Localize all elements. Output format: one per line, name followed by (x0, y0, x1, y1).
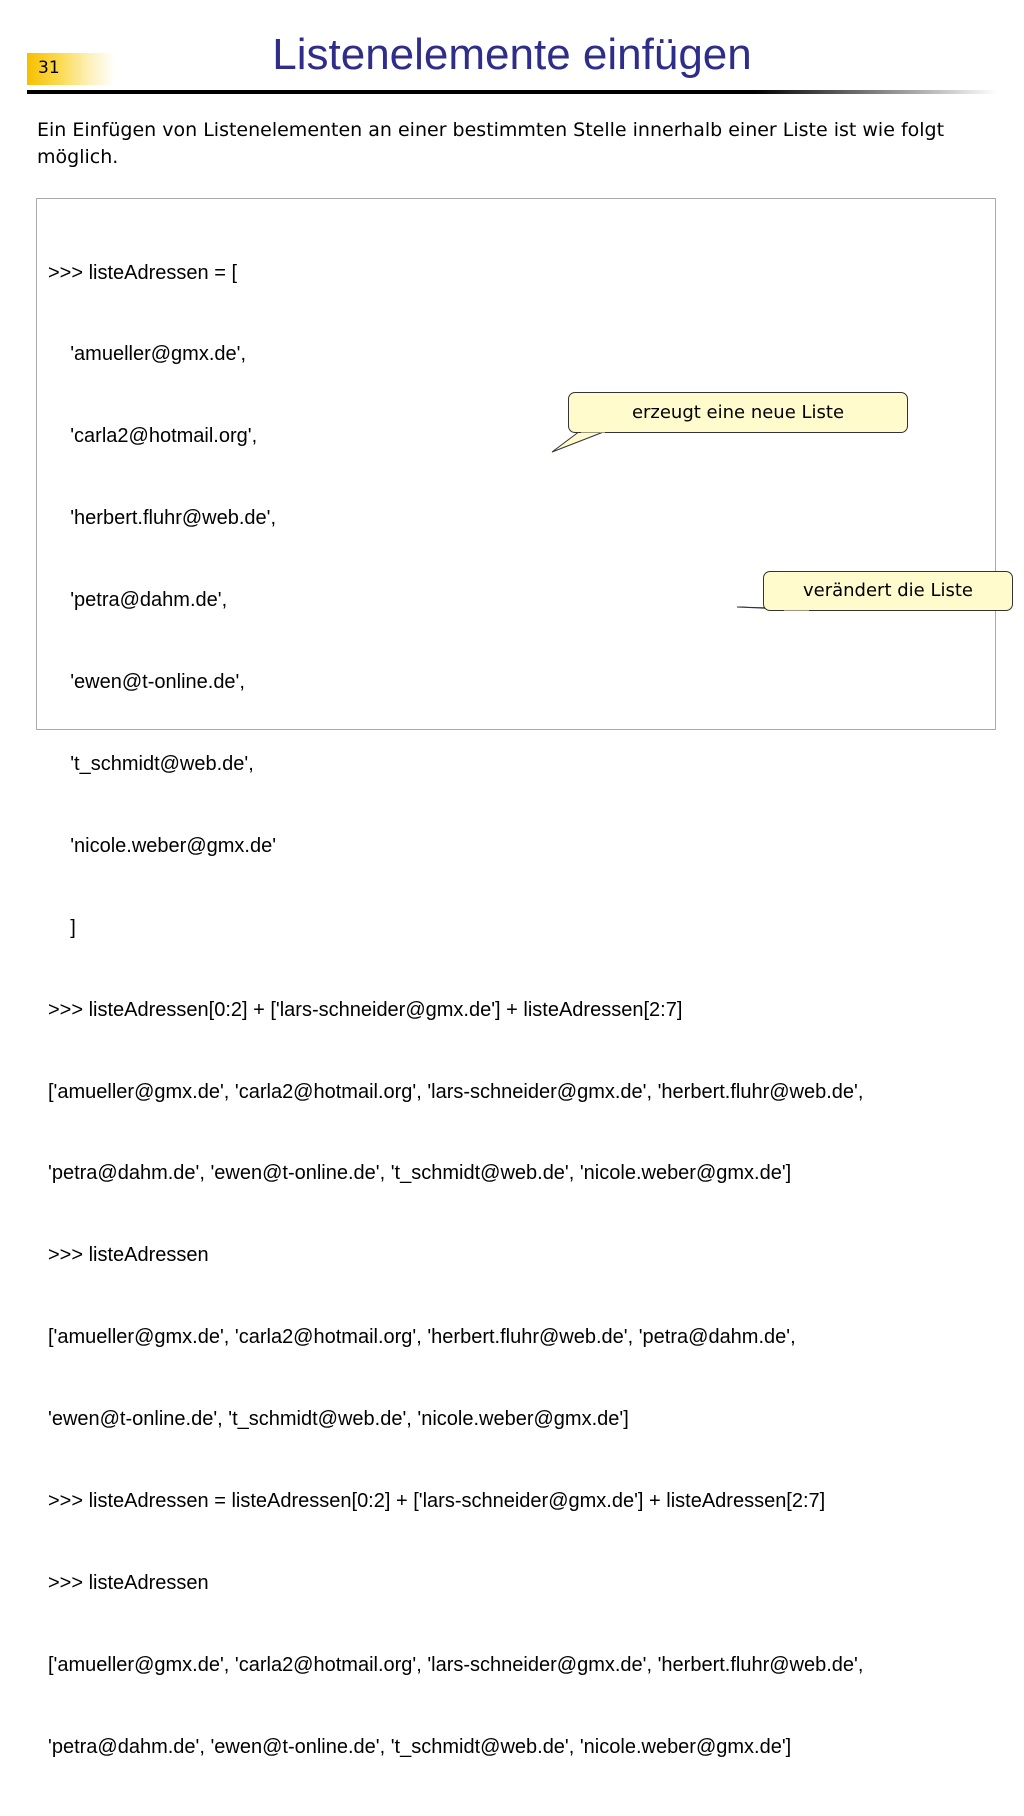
intro-text: Ein Einfügen von Listenelementen an einer bestimmten Stelle innerhalb einer Liste ist wie folgt möglich. (37, 119, 945, 168)
title-divider (27, 90, 997, 94)
code-line: 't_schmidt@web.de', (48, 752, 254, 775)
slide-title: Listenelemente einfügen (272, 30, 752, 79)
code-line: 'carla2@hotmail.org', (48, 425, 258, 448)
code-line: 'ewen@t-online.de', 't_schmidt@web.de', 'nicole.weber@gmx.de'] (48, 1408, 629, 1431)
code-line: ['amueller@gmx.de', 'carla2@hotmail.org', 'herbert.fluhr@web.de', 'petra@dahm.de', (48, 1326, 796, 1349)
code-line: 'amueller@gmx.de', (48, 343, 247, 366)
code-line: 'herbert.fluhr@web.de', (48, 507, 277, 530)
slide-number: 31 (38, 58, 60, 78)
code-line: ] (48, 916, 76, 939)
code-lines (48, 205, 863, 1816)
code-line: >>> listeAdressen (48, 1571, 209, 1594)
code-line: >>> listeAdressen = listeAdressen[0:2] + ['lars-schneider@gmx.de'] + listeAdressen[2:7] (48, 1489, 826, 1512)
callout-new-list: erzeugt eine neue Liste (568, 392, 908, 433)
code-line: >>> listeAdressen = [ (48, 261, 238, 284)
callout-changes-list: verändert die Liste (763, 571, 1013, 611)
code-line: >>> listeAdressen[0:2] + ['lars-schneider@gmx.de'] + listeAdressen[2:7] (48, 998, 683, 1021)
code-line: ['amueller@gmx.de', 'carla2@hotmail.org', 'lars-schneider@gmx.de', 'herbert.fluhr@web.de', (48, 1080, 864, 1103)
code-line: 'ewen@t-online.de', (48, 671, 245, 694)
code-line: 'petra@dahm.de', 'ewen@t-online.de', 't_schmidt@web.de', 'nicole.weber@gmx.de'] (48, 1162, 792, 1185)
code-line: >>> listeAdressen (48, 1244, 209, 1267)
code-block (36, 198, 996, 1758)
code-line: 'nicole.weber@gmx.de' (48, 834, 277, 857)
code-line: 'petra@dahm.de', 'ewen@t-online.de', 't_schmidt@web.de', 'nicole.weber@gmx.de'] (48, 1735, 792, 1758)
code-line: ['amueller@gmx.de', 'carla2@hotmail.org', 'lars-schneider@gmx.de', 'herbert.fluhr@web.de', (48, 1653, 864, 1676)
code-line: 'petra@dahm.de', (48, 589, 228, 612)
